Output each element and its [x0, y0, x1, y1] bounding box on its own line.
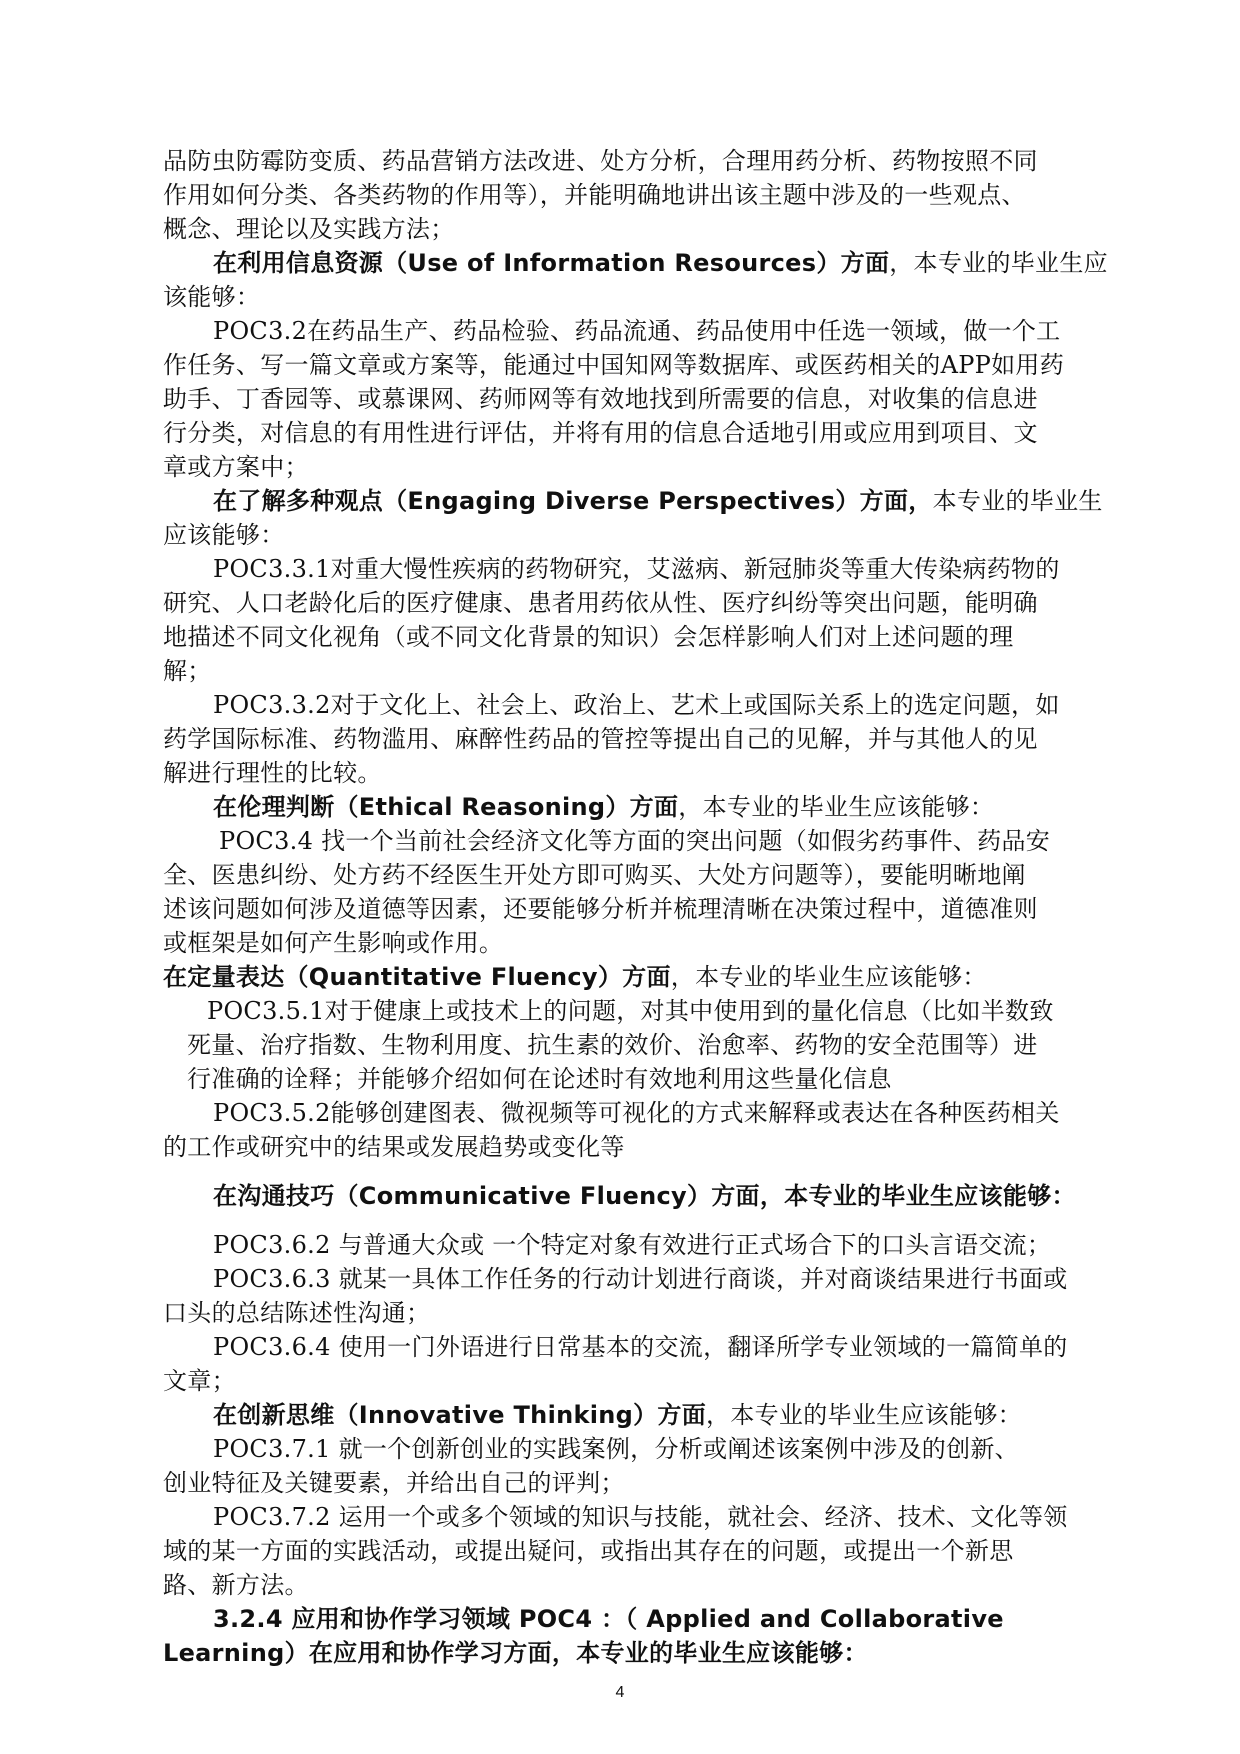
section-heading-quantitative-fluency: 在定量表达（Quantitative Fluency）方面，本专业的毕业生应该能够：: [163, 963, 987, 991]
body-line: POC3.4 找一个当前社会经济文化等方面的突出问题（如假劣药事件、药品安: [219, 827, 1051, 855]
body-line: 章或方案中；: [163, 453, 309, 481]
body-line: 作用如何分类、各类药物的作用等），并能明确地讲出该主题中涉及的一些观点、: [163, 181, 1026, 209]
body-line: 该能够：: [163, 283, 261, 311]
body-line: 应该能够：: [163, 521, 285, 549]
body-line: POC3.6.2 与普通大众或 一个特定对象有效进行正式场合下的口头言语交流；: [213, 1231, 1052, 1259]
body-line: 全、医患纠纷、处方药不经医生开处方即可购买、大处方问题等），要能明晰地阐: [163, 861, 1026, 889]
body-line: 创业特征及关键要素，并给出自己的评判；: [163, 1469, 625, 1497]
body-line: 品防虫防霉防变质、药品营销方法改进、处方分析，合理用药分析、药物按照不同: [163, 147, 1038, 175]
body-line: POC3.7.1 就一个创新创业的实践案例，分析或阐述该案例中涉及的创新、: [213, 1435, 1019, 1463]
body-line: POC3.6.4 使用一门外语进行日常基本的交流，翻译所学专业领域的一篇简单的: [213, 1333, 1068, 1361]
body-line: 研究、人口老龄化后的医疗健康、患者用药依从性、医疗纠纷等突出问题，能明确: [163, 589, 1038, 617]
body-line: 概念、理论以及实践方法；: [163, 215, 455, 243]
section-heading-applied-collaborative: 3.2.4 应用和协作学习领域 POC4 ：（ Applied and Collaborative: [213, 1605, 1004, 1633]
body-line: POC3.6.3 就某一具体工作任务的行动计划进行商谈，并对商谈结果进行书面或: [213, 1265, 1068, 1293]
section-heading-ethical-reasoning: 在伦理判断（Ethical Reasoning）方面，本专业的毕业生应该能够：: [213, 793, 995, 821]
body-line: POC3.5.1对于健康上或技术上的问题，对其中使用到的量化信息（比如半数致: [207, 997, 1054, 1025]
body-line: POC3.5.2能够创建图表、微视频等可视化的方式来解释或表达在各种医药相关: [213, 1099, 1060, 1127]
section-heading-information-resources: 在利用信息资源（Use of Information Resources）方面，本专业的毕业生应: [213, 249, 1108, 277]
body-line: 作任务、写一篇文章或方案等，能通过中国知网等数据库、或医药相关的APP如用药: [163, 351, 1065, 379]
body-line: 口头的总结陈述性沟通；: [163, 1299, 431, 1327]
body-line: POC3.2在药品生产、药品检验、药品流通、药品使用中任选一领域，做一个工: [213, 317, 1061, 345]
body-line: 地描述不同文化视角（或不同文化背景的知识）会怎样影响人们对上述问题的理: [163, 623, 1014, 651]
body-line: 助手、丁香园等、或慕课网、药师网等有效地找到所需要的信息，对收集的信息进: [163, 385, 1038, 413]
body-line: 解；: [163, 657, 212, 685]
body-line: POC3.3.1对重大慢性疾病的药物研究，艾滋病、新冠肺炎等重大传染病药物的: [213, 555, 1060, 583]
body-line: 解进行理性的比较。: [163, 759, 382, 787]
body-line: POC3.7.2 运用一个或多个领域的知识与技能，就社会、经济、技术、文化等领: [213, 1503, 1068, 1531]
section-heading-communicative-fluency: 在沟通技巧（Communicative Fluency）方面，本专业的毕业生应该能够：: [213, 1182, 1076, 1210]
body-line: 路、新方法。: [163, 1571, 309, 1599]
body-line: 药学国际标准、药物滥用、麻醉性药品的管控等提出自己的见解，并与其他人的见: [163, 725, 1038, 753]
body-line: 域的某一方面的实践活动，或提出疑问，或指出其存在的问题，或提出一个新思: [163, 1537, 1014, 1565]
section-heading-innovative-thinking: 在创新思维（Innovative Thinking）方面，本专业的毕业生应该能够：: [213, 1401, 1022, 1429]
body-line: POC3.3.2对于文化上、社会上、政治上、艺术上或国际关系上的选定问题，如: [213, 691, 1060, 719]
body-line: 文章；: [163, 1367, 236, 1395]
body-line: 行准确的诠释；并能够介绍如何在论述时有效地利用这些量化信息: [187, 1065, 892, 1093]
body-line: 述该问题如何涉及道德等因素，还要能够分析并梳理清晰在决策过程中，道德准则: [163, 895, 1038, 923]
section-heading-diverse-perspectives: 在了解多种观点（Engaging Diverse Perspectives）方面，本专业的毕业生: [213, 487, 1103, 515]
section-heading-applied-collaborative-cont: Learning）在应用和协作学习方面，本专业的毕业生应该能够：: [163, 1639, 868, 1667]
body-line: 的工作或研究中的结果或发展趋势或变化等: [163, 1133, 625, 1161]
body-line: 或框架是如何产生影响或作用。: [163, 929, 504, 957]
page-number: 4: [615, 1684, 625, 1701]
body-line: 行分类，对信息的有用性进行评估，并将有用的信息合适地引用或应用到项目、文: [163, 419, 1038, 447]
body-line: 死量、治疗指数、生物利用度、抗生素的效价、治愈率、药物的安全范围等）进: [187, 1031, 1038, 1059]
